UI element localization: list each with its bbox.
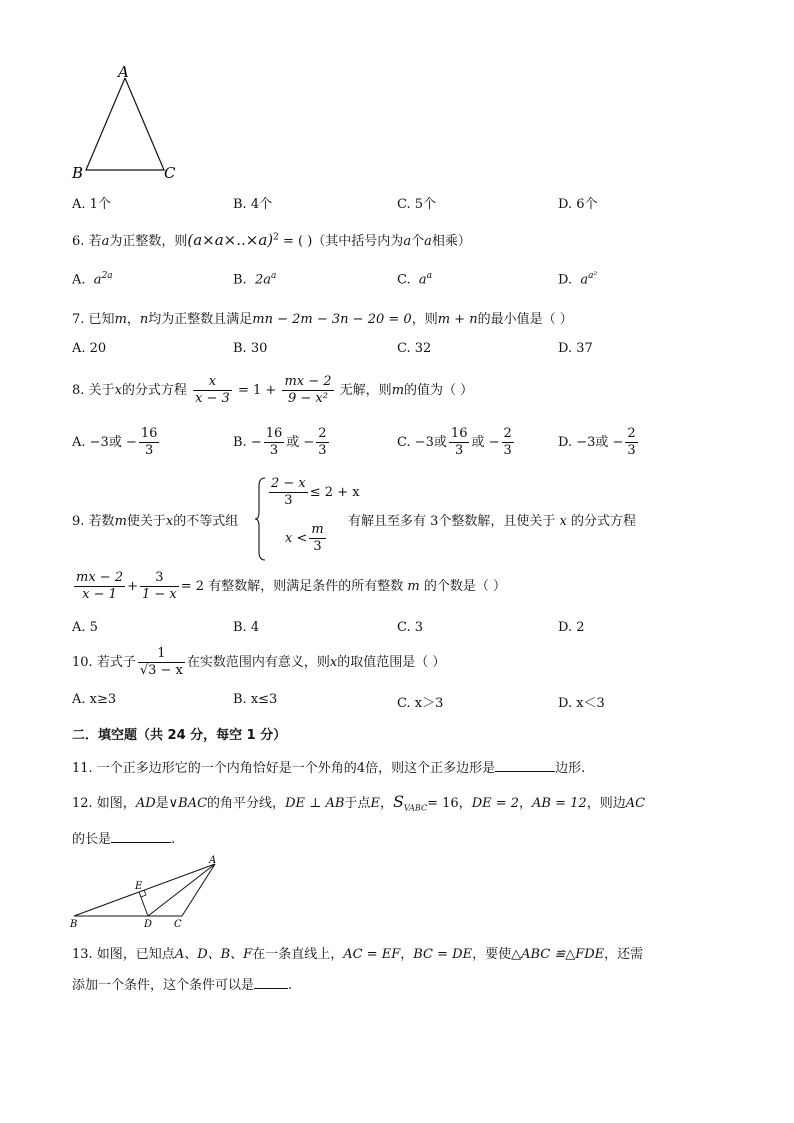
section-heading-fill-in: 二．填空题（共 24 分，每空 1 分） — [72, 728, 287, 743]
q12-triangle-figure — [66, 852, 226, 934]
q5-option-a[interactable]: A. 1个 — [72, 197, 111, 212]
q9-inequality-2: x < $\frac{m}{3}$ — [285, 522, 324, 554]
q13-answer-blank[interactable] — [254, 976, 288, 989]
fig12-label-c: C — [174, 919, 182, 930]
q9-stem-line2: $\frac{mx - 2}{x - 1}$ + $\frac{3}{1 - x}$ = 2 有整数解，则满足条件的所有整数 m 的个数是（ ） — [76, 570, 506, 602]
q6-option-d[interactable]: D. $a^{a^2}$ — [558, 271, 598, 288]
q11-stem: 11. 一个正多边形它的一个内角恰好是一个外角的4倍，则这个正多边形是 边形. — [72, 761, 586, 776]
q9-option-b[interactable]: B. 4 — [233, 620, 260, 635]
q5-option-c[interactable]: C. 5个 — [397, 197, 437, 212]
q5-option-d[interactable]: D. 6个 — [558, 197, 598, 212]
triangle-abc-figure — [62, 60, 192, 185]
q10-option-c[interactable]: C. x＞3 — [397, 696, 444, 711]
q7-option-c[interactable]: C. 32 — [397, 341, 432, 356]
q5-option-b[interactable]: B. 4个 — [233, 197, 273, 212]
q9-inequality-system — [255, 476, 360, 562]
q8-option-b[interactable]: B. − $\frac{16}{3}$ 或 − $\frac{2}{3}$ — [233, 426, 327, 458]
q12-stem-line2: 的长是 . — [72, 832, 176, 847]
q7-stem: 7. 已知m，n均为正整数且满足mn − 2m − 3n − 20 = 0，则m + n的最小值是（ ） — [72, 312, 573, 327]
fig12-label-a: A — [209, 855, 217, 866]
q10-option-d[interactable]: D. x＜3 — [558, 696, 605, 711]
q13-stem-line2: 添加一个条件，这个条件可以是 . — [72, 978, 293, 993]
q6-option-a[interactable]: A. $a^{2a}$ — [72, 271, 113, 288]
q13-stem-line1: 13. 如图，已知点A、D、B、F在一条直线上，AC = EF，BC = DE，要使△ABC ≌△FDE，还需 — [72, 947, 644, 962]
q10-option-a[interactable]: A. x≥3 — [72, 692, 117, 707]
q7-option-d[interactable]: D. 37 — [558, 341, 593, 356]
vertex-c-label: C — [164, 164, 176, 182]
fig12-label-b: B — [70, 919, 78, 930]
q8-stem: 8. 关于x的分式方程 $\frac{x}{x - 3}$ = 1 + $\frac{mx - 2}{\text{9 − x²}}$ 无解，则m的值为（ ） — [72, 374, 474, 406]
fig12-label-e: E — [135, 881, 143, 892]
q12-answer-blank[interactable] — [111, 830, 171, 843]
q9-option-d[interactable]: D. 2 — [558, 620, 585, 635]
q9-option-a[interactable]: A. 5 — [72, 620, 98, 635]
q12-stem-line1: 12. 如图，AD是∨BAC的角平分线，DE ⊥ AB于点E，$S_{VABC}= 16$，DE = 2，AB = 12，则边AC — [72, 792, 646, 813]
q6-option-b[interactable]: B. $2a^a$ — [233, 271, 277, 288]
q9-stem-line1: 9. 若数m使关于x的不等式组 — [72, 514, 239, 529]
left-brace-icon — [255, 476, 267, 562]
q11-answer-blank[interactable] — [495, 759, 555, 772]
q8-option-a[interactable]: A. −3或 − $\frac{16}{3}$ — [72, 426, 158, 458]
q9-inequality-1: $\frac{2 - x}{3}$ ≤ 2 + x — [271, 476, 360, 508]
q6-stem: 6. 若a为正整数，则$(a\times a\times..\times a)^2$ = ( )（其中括号内为a个a相乘） — [72, 231, 471, 249]
q10-stem: 10. 若式子 $\frac{1}{√3 - x}$ 在实数范围内有意义，则x的取值范围是（ ） — [72, 646, 446, 678]
vertex-b-label: B — [72, 164, 84, 182]
vertex-a-label: A — [118, 63, 129, 81]
q7-option-a[interactable]: A. 20 — [72, 341, 107, 356]
q6-option-c[interactable]: C. $a^a$ — [397, 271, 433, 288]
q8-option-c[interactable]: C. −3或 $\frac{16}{3}$ 或 − $\frac{2}{3}$ — [397, 426, 512, 458]
q9-stem-line1-cont: 有解且至多有 3个整数解，且使关于 x 的分式方程 — [348, 514, 637, 529]
q10-option-b[interactable]: B. x≤3 — [233, 692, 278, 707]
q7-option-b[interactable]: B. 30 — [233, 341, 268, 356]
fig12-label-d: D — [144, 919, 153, 930]
q8-option-d[interactable]: D. −3或 − $\frac{2}{3}$ — [558, 426, 636, 458]
q9-option-c[interactable]: C. 3 — [397, 620, 424, 635]
